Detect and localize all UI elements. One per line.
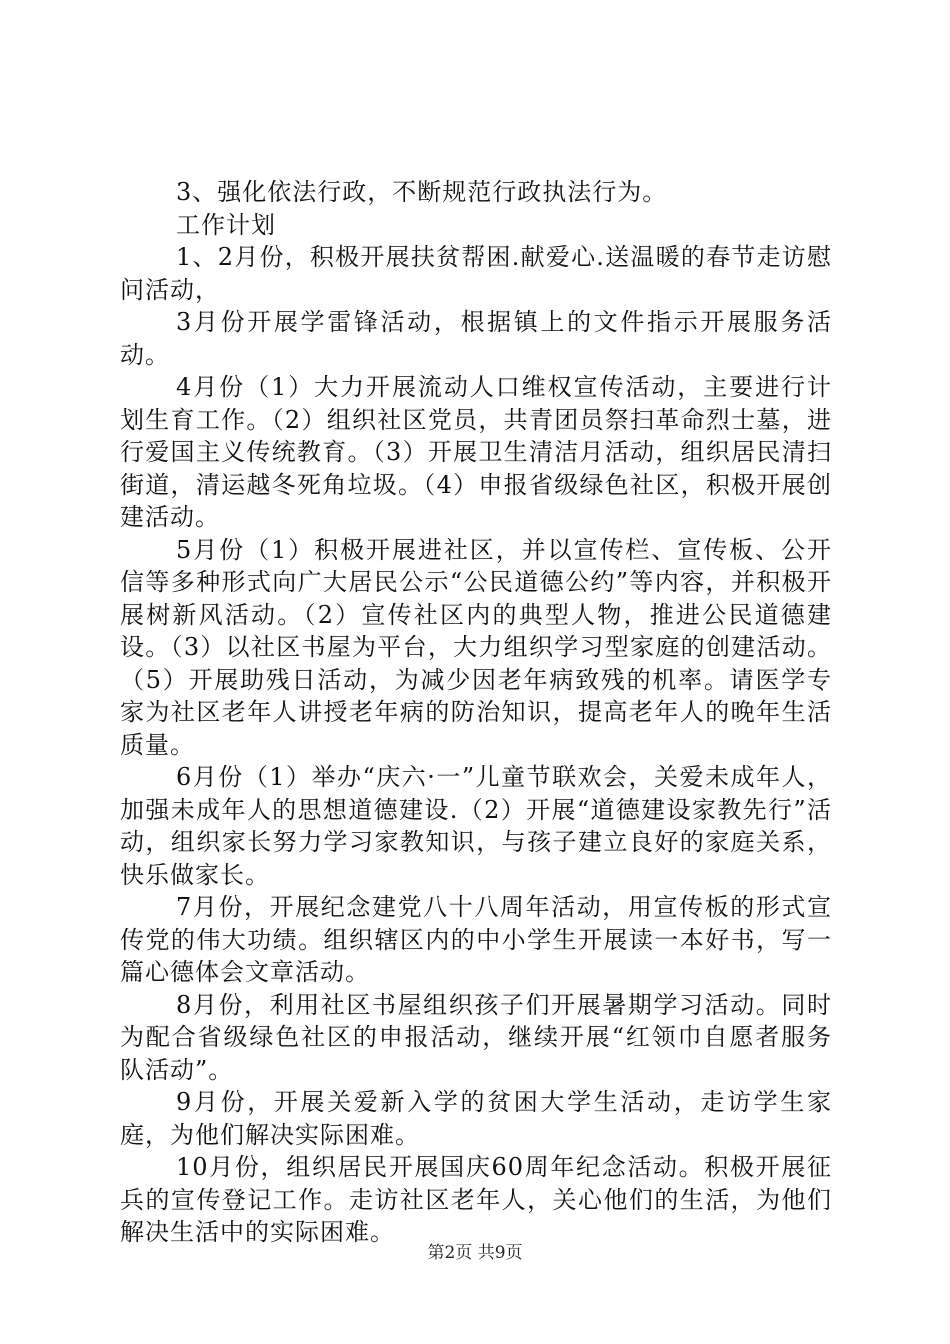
- paragraph-plan-may: 5月份（1）积极开展进社区，并以宣传栏、宣传板、公开信等多种形式向广大居民公示“公民道德公约”等内容，并积极开展树新风活动。（2）宣传社区内的典型人物，推进公民道德建设。（3）以社区书屋为平台，大力组织学习型家庭的创建活动。（5）开展助残日活动，为减少因老年病致残的机率。请医学专家为社区老年人讲授老年病的防治知识，提高老年人的晚年生活质量。: [120, 535, 832, 759]
- section-heading-work-plan: 工作计划: [176, 210, 276, 239]
- paragraph-plan-october: 10月份，组织居民开展国庆60周年纪念活动。积极开展征兵的宣传登记工作。走访社区老年人，关心他们的生活，为他们解决生活中的实际困难。: [120, 1153, 832, 1246]
- paragraph-plan-august: 8月份，利用社区书屋组织孩子们开展暑期学习活动。同时为配合省级绿色社区的申报活动，继续开展“红领巾自愿者服务队活动”。: [120, 990, 832, 1084]
- paragraph-plan-march: 3月份开展学雷锋活动，根据镇上的文件指示开展服务活动。: [120, 308, 832, 369]
- page-number-footer: 第2页 共9页: [427, 1243, 523, 1263]
- paragraph-plan-april: 4月份（1）大力开展流动人口维权宣传活动，主要进行计划生育工作。（2）组织社区党员，共青团员祭扫革命烈士墓，进行爱国主义传统教育。（3）开展卫生清洁月活动，组织居民清扫街道，清运越冬死角垃圾。（4）申报省级绿色社区，积极开展创建活动。: [120, 373, 832, 531]
- paragraph-plan-june: 6月份（1）举办“庆六·一”儿童节联欢会，关爱未成年人，加强未成年人的思想道德建设.（2）开展“道德建设家教先行”活动，组织家长努力学习家教知识，与孩子建立良好的家庭关系，快乐做家长。: [120, 763, 832, 889]
- paragraph-plan-jan-feb: 1、2月份，积极开展扶贫帮困.献爱心.送温暖的春节走访慰问活动，: [120, 243, 832, 304]
- document-body: [120, 176, 832, 1249]
- paragraph-plan-july: 7月份，开展纪念建党八十八周年活动，用宣传板的形式宣传党的伟大功绩。组织辖区内的中小学生开展读一本好书，写一篇心德体会文章活动。: [120, 893, 832, 986]
- paragraph-plan-september: 9月份，开展关爱新入学的贫困大学生活动，走访学生家庭，为他们解决实际困难。: [120, 1088, 832, 1149]
- paragraph-policy-item-3: 3、强化依法行政，不断规范行政执法行为。: [176, 178, 668, 206]
